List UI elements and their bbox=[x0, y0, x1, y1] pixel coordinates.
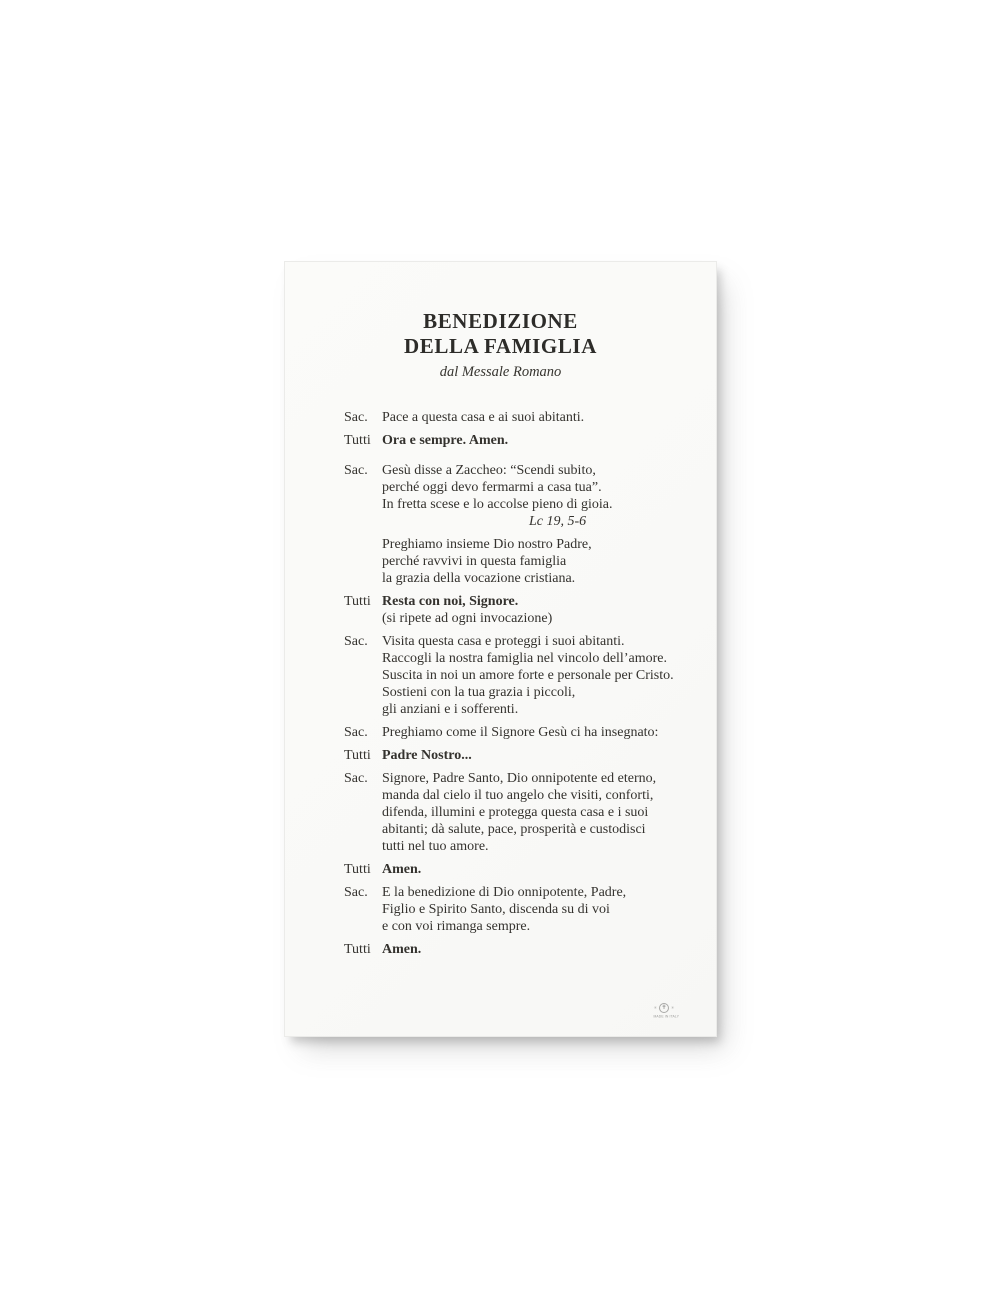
speaker-label: Sac. bbox=[344, 463, 368, 478]
dialogue-line: Sostieni con la tua grazia i piccoli, bbox=[382, 685, 576, 700]
dialogue-line: Raccogli la nostra famiglia nel vincolo dell’amore. bbox=[382, 651, 667, 666]
dialogue-line: Ora e sempre. Amen. bbox=[382, 433, 509, 448]
dialogue-entry bbox=[344, 409, 698, 426]
dialogue-line: perché ravvivi in questa famiglia bbox=[382, 554, 567, 569]
star-icon: ✳ bbox=[671, 1005, 675, 1010]
dialogue-lines bbox=[382, 536, 698, 587]
dialogue-lines bbox=[382, 409, 698, 426]
dialogue-line: Amen. bbox=[382, 942, 422, 957]
dialogue-line: la grazia della vocazione cristiana. bbox=[382, 571, 576, 586]
speaker-label: Tutti bbox=[344, 862, 371, 877]
dialogue-line: abitanti; dà salute, pace, prosperità e custodisci bbox=[382, 822, 646, 837]
speaker-label: Sac. bbox=[344, 885, 368, 900]
speaker-label: Tutti bbox=[344, 748, 371, 763]
dialogue-entry bbox=[344, 941, 698, 958]
card-subtitle: dal Messale Romano bbox=[439, 364, 562, 380]
dialogue-line: e con voi rimanga sempre. bbox=[382, 919, 531, 934]
dialogue-line: Preghiamo come il Signore Gesù ci ha insegnato: bbox=[382, 725, 659, 740]
dialogue-lines bbox=[382, 861, 698, 878]
card-title-line2: DELLA FAMIGLIA bbox=[404, 334, 597, 358]
dialogue-entry bbox=[344, 462, 698, 530]
dialogue-line: (si ripete ad ogni invocazione) bbox=[382, 611, 553, 626]
dialogue-line: perché oggi devo fermarmi a casa tua”. bbox=[382, 480, 602, 495]
holy-card bbox=[284, 261, 717, 1037]
publisher-emblem-icon bbox=[642, 1003, 686, 1013]
dialogue-line: Signore, Padre Santo, Dio onnipotente ed eterno, bbox=[382, 771, 657, 786]
dialogue-line: E la benedizione di Dio onnipotente, Padre, bbox=[382, 885, 627, 900]
cross-circle-icon: ✝ bbox=[659, 1003, 669, 1013]
dialogue-line: difenda, illumini e protegga questa casa e i suoi bbox=[382, 805, 649, 820]
dialogue-entry bbox=[344, 633, 698, 718]
card-content bbox=[285, 262, 716, 958]
speaker-label: Sac. bbox=[344, 634, 368, 649]
dialogue-line: Pace a questa casa e ai suoi abitanti. bbox=[382, 410, 585, 425]
dialogue-lines bbox=[382, 770, 698, 855]
dialogue-line: Amen. bbox=[382, 862, 422, 877]
star-icon: ✳ bbox=[653, 1005, 657, 1010]
dialogue-lines bbox=[382, 593, 698, 627]
dialogue-lines bbox=[382, 747, 698, 764]
dialogue-list bbox=[285, 409, 716, 958]
dialogue-line: Lc 19, 5-6 bbox=[529, 514, 587, 529]
card-title-line1: BENEDIZIONE bbox=[423, 309, 578, 333]
dialogue-entry bbox=[344, 770, 698, 855]
dialogue-entry bbox=[344, 536, 698, 587]
dialogue-entry bbox=[344, 432, 698, 449]
dialogue-lines bbox=[382, 884, 698, 935]
dialogue-entry bbox=[344, 593, 698, 627]
dialogue-line: Figlio e Spirito Santo, discenda su di voi bbox=[382, 902, 610, 917]
dialogue-lines bbox=[382, 941, 698, 958]
dialogue-line: gli anziani e i sofferenti. bbox=[382, 702, 519, 717]
speaker-label: Tutti bbox=[344, 594, 371, 609]
speaker-label: Tutti bbox=[344, 433, 371, 448]
publisher-mark bbox=[642, 1003, 686, 1022]
speaker-label: Sac. bbox=[344, 771, 368, 786]
publisher-microprint: MADE IN ITALY bbox=[653, 1015, 680, 1019]
dialogue-line: Suscita in noi un amore forte e personale per Cristo. bbox=[382, 668, 674, 683]
dialogue-line: tutti nel tuo amore. bbox=[382, 839, 489, 854]
dialogue-entry bbox=[344, 861, 698, 878]
dialogue-entry bbox=[344, 724, 698, 741]
dialogue-line: Resta con noi, Signore. bbox=[382, 594, 519, 609]
dialogue-line: Preghiamo insieme Dio nostro Padre, bbox=[382, 537, 592, 552]
dialogue-lines bbox=[382, 462, 698, 530]
dialogue-line: Padre Nostro... bbox=[382, 748, 472, 763]
dialogue-entry bbox=[344, 747, 698, 764]
dialogue-lines bbox=[382, 633, 698, 718]
dialogue-line: manda dal cielo il tuo angelo che visiti, conforti, bbox=[382, 788, 654, 803]
speaker-label: Tutti bbox=[344, 942, 371, 957]
dialogue-lines bbox=[382, 724, 698, 741]
speaker-label: Sac. bbox=[344, 725, 368, 740]
dialogue-line: Visita questa casa e proteggi i suoi abitanti. bbox=[382, 634, 625, 649]
dialogue-entry bbox=[344, 884, 698, 935]
dialogue-line: In fretta scese e lo accolse pieno di gioia. bbox=[382, 497, 613, 512]
dialogue-lines bbox=[382, 432, 698, 449]
speaker-label: Sac. bbox=[344, 410, 368, 425]
dialogue-line: Gesù disse a Zaccheo: “Scendi subito, bbox=[382, 463, 596, 478]
speaker-label bbox=[344, 536, 382, 587]
